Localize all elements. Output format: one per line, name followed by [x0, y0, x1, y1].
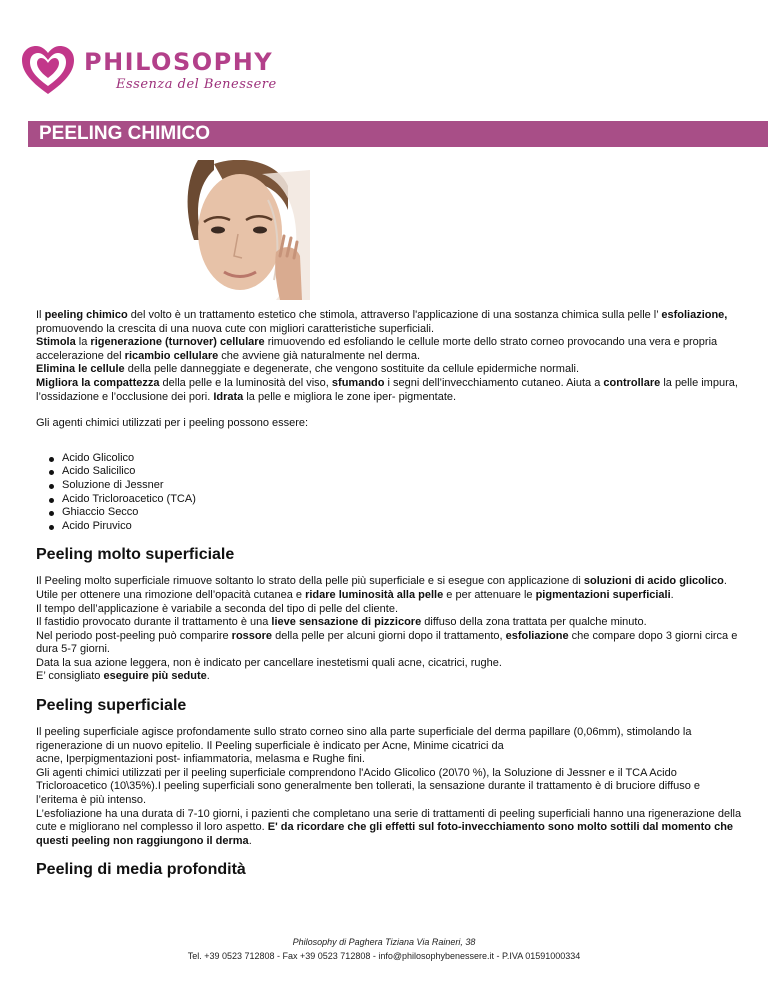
- title-bar: [28, 121, 768, 147]
- bold-text: pigmentazioni superficiali: [535, 588, 671, 601]
- bold-text: Idrata: [213, 390, 244, 403]
- text-run: e per attenuare le: [443, 588, 536, 601]
- text-run: che avviene già naturalmente nel derma.: [218, 349, 421, 362]
- text-run: Il fastidio provocato durante il trattamento è una: [36, 616, 272, 629]
- bold-text: eseguire più sedute: [103, 670, 207, 683]
- agent-list-item: Acido Salicilico: [36, 465, 742, 479]
- text-run: della pelle per alcuni giorni dopo il trattamento,: [272, 629, 506, 642]
- text-run: acne, Iperpigmentazioni post- infiammatoria, melasma e Rughe fini.: [36, 753, 365, 766]
- section-paragraph: [36, 808, 742, 849]
- text-run: .: [206, 670, 210, 683]
- footer-address: Philosophy di Paghera Tiziana Via Raineri, 38: [292, 937, 476, 947]
- agents-list: [36, 452, 742, 534]
- bold-text: Migliora la compattezza: [36, 376, 160, 389]
- bold-text: controllare: [603, 376, 661, 389]
- text-run: Il tempo dell’applicazione è variabile a seconda del tipo di pelle del cliente.: [36, 602, 399, 615]
- section-paragraph: [36, 767, 742, 808]
- face-peeling-image: [184, 160, 310, 300]
- text-run: E’ consigliato: [36, 670, 104, 683]
- text-run: Utile per ottenere una rimozione dell’opacità cutanea e: [36, 588, 306, 601]
- text-run: rimuovendo ed esfoliando le cellule morte dello strato corneo provocando una vera e propria accelerazione del: [36, 336, 718, 362]
- section-paragraph: [36, 630, 742, 657]
- page-title: PEELING CHIMICO: [39, 123, 211, 144]
- bold-text: E' da ricordare che gli effetti sul foto-invecchiamento sono molto sottili dal momento che questi peeling non raggiungono il derma: [36, 821, 734, 847]
- text-run: Nel periodo post-peeling può comparire: [36, 629, 232, 642]
- text-run: Il peeling superficiale agisce profondamente sullo strato corneo sino alla parte superficiale del derma papillare (0,06mm), stimolando la rigenerazione di un nuovo epitelio. Il Peeling superficiale è indicato per Acne, Minime cicatrici da: [36, 726, 692, 752]
- text-run: i segni dell’invecchiamento cutaneo. Aiuta a: [384, 376, 604, 389]
- brand-name: PHILOSOPHY: [84, 48, 274, 76]
- text-run: diffuso della zona trattata per qualche minuto.: [421, 616, 647, 629]
- brand-logo: [20, 44, 290, 100]
- text-run: Data la sua azione leggera, non è indicato per cancellare inestetismi quali acne, cicatrici, rughe.: [36, 656, 502, 669]
- section-paragraph: [36, 670, 742, 684]
- section-heading: Peeling molto superficiale: [36, 546, 235, 564]
- bold-text: ricambio cellulare: [124, 349, 219, 362]
- agent-list-item: Soluzione di Jessner: [36, 479, 742, 493]
- agents-intro: Gli agenti chimici utilizzati per i peeling possono essere:: [36, 417, 309, 430]
- text-run: del volto è un trattamento estetico che stimola, attraverso l'applicazione di una sostanza chimica sulla pelle l’: [127, 309, 662, 321]
- text-run: .: [670, 588, 674, 601]
- section-paragraph: [36, 603, 742, 617]
- section-paragraph: [36, 753, 742, 767]
- text-run: la pelle impura, l’ossidazione e l’occlusione dei pori.: [36, 376, 738, 403]
- text-run: della pelle danneggiate e degenerate, che vengono sostituite da cellule epidermiche normali.: [124, 363, 580, 376]
- section-paragraph: [36, 657, 742, 671]
- section-heading: Peeling di media profondità: [36, 861, 246, 879]
- section-paragraph: [36, 575, 742, 589]
- agent-list-item: Acido Glicolico: [36, 452, 742, 466]
- bold-text: ridare luminosità alla pelle: [305, 588, 444, 601]
- text-run: promuovendo la crescita di una nuova cute con migliori caratteristiche superficiali.: [36, 322, 435, 335]
- section-paragraph: [36, 616, 742, 630]
- intro-paragraph: [36, 336, 742, 363]
- text-run: la: [75, 336, 91, 349]
- intro-paragraph: [36, 363, 742, 377]
- text-run: la pelle e migliora le zone iper- pigmentate.: [243, 390, 457, 403]
- peeling-sections: [36, 545, 742, 880]
- text-run: della pelle e la luminosità del viso,: [159, 376, 332, 389]
- text-run: .: [723, 575, 727, 588]
- bold-text: Stimola: [36, 336, 76, 349]
- text-run: L’esfoliazione ha una durata di 7-10 giorni, i pazienti che completano una serie di trattamenti di peeling superficiali hanno una rigenerazione della cute e migliorano nel complesso il loro aspetto.: [36, 807, 742, 834]
- agent-list-item: Acido Piruvico: [36, 520, 742, 534]
- brand-tagline: Essenza del Benessere: [116, 77, 277, 92]
- footer-contacts: Tel. +39 0523 712808 - Fax +39 0523 712808 - info@philosophybenessere.it - P.IVA 01591000334: [187, 951, 581, 961]
- face-peeling-photo: [184, 160, 310, 300]
- bold-text: esfoliazione,: [661, 309, 728, 321]
- text-run: Il: [36, 309, 45, 321]
- intro-paragraph: [36, 377, 742, 404]
- heart-logo-icon: [20, 44, 76, 98]
- bold-text: soluzioni di acido glicolico: [583, 575, 724, 588]
- intro-section: [36, 309, 742, 404]
- section-paragraph: [36, 589, 742, 603]
- bold-text: rigenerazione (turnover) cellulare: [90, 336, 265, 349]
- bold-text: sfumando: [331, 376, 385, 389]
- bold-text: esfoliazione: [505, 629, 569, 642]
- text-run: Il Peeling molto superficiale rimuove soltanto lo strato della pelle più superficiale e si esegue con applicazione di: [36, 575, 584, 588]
- article-body: [36, 309, 742, 890]
- bold-text: rossore: [231, 629, 273, 642]
- agent-list-item: Ghiaccio Secco: [36, 506, 742, 520]
- agent-list-item: Acido Tricloroacetico (TCA): [36, 493, 742, 507]
- bold-text: lieve sensazione di pizzicore: [271, 616, 422, 629]
- section-paragraph: [36, 726, 742, 753]
- text-run: che compare dopo 3 giorni circa e dura 5-7 giorni.: [36, 629, 738, 656]
- text-run: .: [248, 834, 252, 847]
- intro-paragraph: [36, 309, 742, 336]
- text-run: Gli agenti chimici utilizzati per il peeling superficiale comprendono l'Acido Glicolico (20\70 %), la Soluzione di Jessner e il TCA Acido Tricloroacetico (10\35%).I peeling superficiali sono generalmente ben tollerati, la sensazione durante il trattamento è di bruciore diffuso e l’eritema è più intenso.: [36, 766, 701, 807]
- bold-text: peeling chimico: [44, 309, 128, 321]
- section-heading: Peeling superficiale: [36, 697, 187, 715]
- bold-text: Elimina le cellule: [36, 363, 125, 376]
